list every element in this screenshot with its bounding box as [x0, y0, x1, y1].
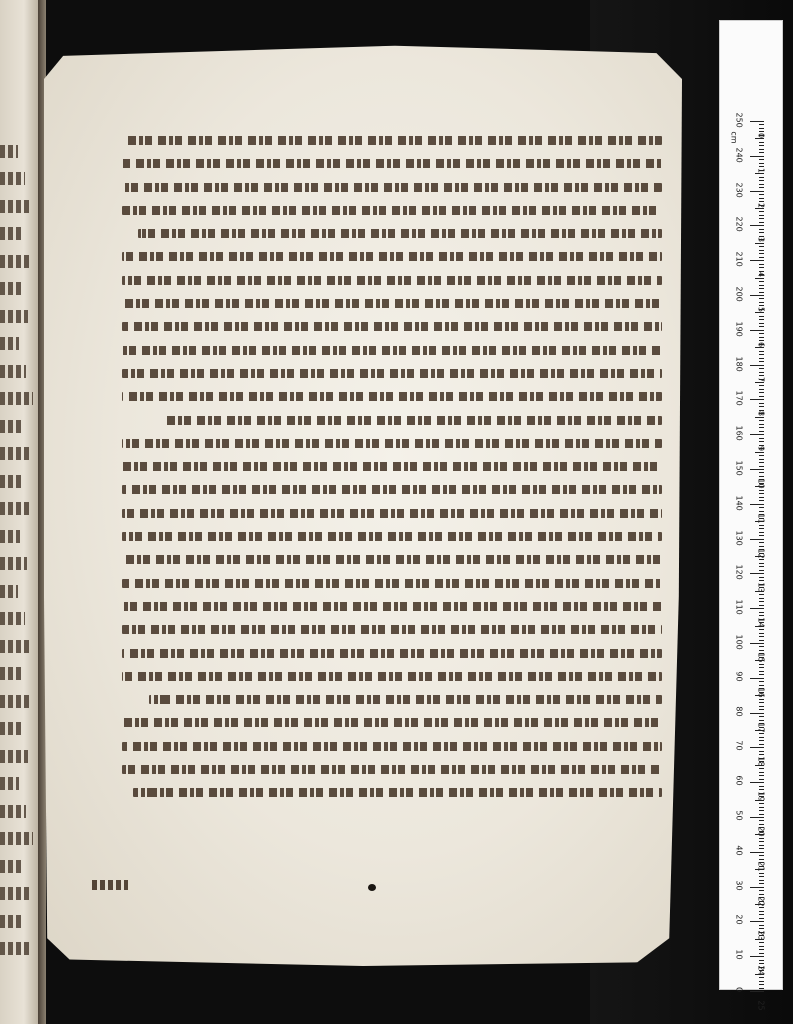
- ruler-tick: [759, 528, 764, 529]
- ink-stroke: [122, 579, 662, 588]
- ruler-tick: [759, 149, 764, 150]
- ruler-tick: [759, 601, 764, 602]
- ruler-tick: [759, 229, 764, 230]
- manuscript-line: [122, 384, 662, 407]
- ruler-mm-label: 40: [734, 845, 744, 856]
- ink-stroke: [122, 252, 662, 261]
- manuscript-line: [122, 291, 662, 314]
- manuscript-line: [122, 454, 662, 477]
- ruler-tick: [759, 960, 764, 961]
- prev-page-line: [0, 172, 25, 185]
- ruler-tick: [759, 333, 764, 334]
- prev-page-line: [0, 722, 21, 735]
- ink-stroke: [122, 718, 662, 727]
- ruler-cm-label: 17: [756, 722, 766, 733]
- ruler-tick: [759, 431, 764, 432]
- ruler-cm-label: 12: [756, 548, 766, 559]
- prev-page-line: [0, 695, 30, 708]
- ink-stroke: [122, 346, 662, 355]
- ruler-tick: [759, 424, 764, 425]
- ruler-tick: [750, 887, 764, 888]
- manuscript-line: [122, 128, 662, 151]
- ruler-mm-label: 180: [734, 356, 744, 372]
- ruler-mm-label: 100: [734, 634, 744, 650]
- ruler-tick: [759, 159, 764, 160]
- ink-stroke: [122, 649, 662, 658]
- ruler-tick: [750, 956, 764, 957]
- previous-page-edge: [0, 0, 42, 1024]
- ruler-mm-label: 20: [734, 914, 744, 925]
- prev-page-line: [0, 502, 29, 515]
- ruler-tick: [759, 218, 764, 219]
- manuscript-line: [122, 780, 662, 803]
- ruler-cm-label: 21: [756, 861, 766, 872]
- ruler-tick: [759, 914, 764, 915]
- ruler-tick: [750, 991, 764, 992]
- ink-stroke: [122, 462, 662, 471]
- manuscript-line: [122, 571, 662, 594]
- ruler-tick: [759, 744, 764, 745]
- ruler-tick: [750, 225, 764, 226]
- ruler-mm-label: 160: [734, 425, 744, 441]
- ruler-tick: [759, 152, 764, 153]
- ruler-mm-label: 90: [734, 671, 744, 682]
- ruler-tick: [759, 636, 764, 637]
- ruler-tick: [759, 779, 764, 780]
- ruler-tick: [759, 911, 764, 912]
- ruler-mm-label: 170: [734, 390, 744, 407]
- ink-stroke: [122, 765, 662, 774]
- ruler-mm-label: 70: [734, 740, 744, 751]
- ruler-tick: [759, 646, 764, 647]
- ruler-tick: [759, 880, 764, 881]
- hebrew-text-block: [122, 128, 662, 808]
- ruler-tick: [759, 883, 764, 884]
- ruler-tick: [759, 500, 764, 501]
- ruler-cm-label: 22: [756, 896, 766, 907]
- ruler-tick: [759, 326, 764, 327]
- ruler-tick: [750, 921, 764, 922]
- ruler-tick: [759, 981, 764, 982]
- prev-page-line: [0, 805, 26, 818]
- ruler-tick: [759, 740, 764, 741]
- ruler-cm-unit: cm: [729, 131, 739, 144]
- ruler-tick: [759, 361, 764, 362]
- ruler-mm-label: 190: [734, 321, 744, 337]
- ruler-tick: [750, 817, 764, 818]
- ruler-tick: [759, 253, 764, 254]
- ruler-tick: [750, 295, 764, 296]
- prev-page-line: [0, 447, 31, 460]
- ruler-tick: [759, 984, 764, 985]
- ruler-tick: [759, 807, 764, 808]
- ruler-tick: [750, 713, 764, 714]
- prev-page-line: [0, 145, 18, 158]
- ruler-tick: [759, 845, 764, 846]
- ruler-tick: [759, 368, 764, 369]
- ruler-tick: [759, 145, 764, 146]
- ruler-tick: [759, 389, 764, 390]
- ruler-cm-label: 9: [756, 446, 766, 452]
- ruler-tick: [759, 681, 764, 682]
- ruler-tick: [750, 121, 764, 122]
- ruler-tick: [759, 674, 764, 675]
- ink-stroke: [122, 742, 662, 751]
- manuscript-line: [122, 734, 662, 757]
- ruler-tick: [759, 403, 764, 404]
- ruler-tick: [750, 330, 764, 331]
- ruler-mm-label: 240: [734, 147, 744, 163]
- ruler-tick: [759, 319, 764, 320]
- prev-page-line: [0, 310, 28, 323]
- ruler-cm-label: 3: [756, 237, 766, 243]
- manuscript-line: [122, 408, 662, 431]
- ruler-tick: [759, 472, 764, 473]
- ink-stroke: [122, 532, 662, 541]
- ruler-tick: [759, 184, 764, 185]
- ruler-tick: [759, 810, 764, 811]
- ink-stroke: [122, 276, 662, 285]
- manuscript-line: [122, 431, 662, 454]
- ink-stroke: [165, 416, 662, 425]
- manuscript-line: [122, 268, 662, 291]
- ruler-mm-label: 140: [734, 495, 744, 511]
- manuscript-line: [122, 314, 662, 337]
- prev-page-line: [0, 942, 29, 955]
- prev-page-line: [0, 612, 25, 625]
- ruler-tick: [759, 180, 764, 181]
- ruler-mm-label: 230: [734, 182, 744, 198]
- ruler-tick: [759, 667, 764, 668]
- ruler-tick: [759, 598, 764, 599]
- ruler-tick: [759, 497, 764, 498]
- manuscript-line: [122, 687, 662, 710]
- ink-stroke: [122, 322, 662, 331]
- manuscript-line: [122, 361, 662, 384]
- prev-page-line: [0, 915, 22, 928]
- prev-page-line: [0, 557, 27, 570]
- ink-stroke: [122, 136, 662, 145]
- manuscript-line: [122, 338, 662, 361]
- ruler-mm-label: 130: [734, 530, 744, 546]
- manuscript-line: [122, 221, 662, 244]
- ink-stroke: [122, 299, 662, 308]
- ruler-mm-label: 10: [734, 949, 744, 960]
- ruler-tick: [759, 772, 764, 773]
- ruler-tick: [759, 187, 764, 188]
- previous-page-text-lines: [0, 130, 36, 980]
- ink-stroke: [122, 485, 662, 494]
- ruler-cm-label: 0: [756, 132, 766, 139]
- ruler-tick: [759, 841, 764, 842]
- prev-page-line: [0, 255, 30, 268]
- ink-stroke: [122, 625, 662, 634]
- ruler-tick: [759, 466, 764, 467]
- catchword: [92, 880, 128, 890]
- ruler-tick: [759, 438, 764, 439]
- ruler-tick: [759, 264, 764, 265]
- ruler-tick: [759, 633, 764, 634]
- prev-page-line: [0, 777, 19, 790]
- prev-page-line: [0, 667, 23, 680]
- ruler-mm-label: 200: [734, 286, 744, 302]
- ink-stroke: [122, 555, 662, 564]
- ruler-tick: [759, 459, 764, 460]
- parchment-hole: [368, 884, 376, 891]
- ruler-tick: [759, 577, 764, 578]
- ruler-tick: [759, 988, 764, 989]
- ruler-cm-label: 14: [756, 617, 766, 628]
- prev-page-line: [0, 227, 23, 240]
- prev-page-line: [0, 475, 22, 488]
- manuscript-line: [122, 244, 662, 267]
- ruler-mm-label: 210: [734, 251, 744, 267]
- prev-page-line: [0, 200, 32, 213]
- ruler-tick: [759, 194, 764, 195]
- ruler-tick: [759, 605, 764, 606]
- ink-stroke: [122, 206, 662, 215]
- ink-stroke: [138, 229, 662, 238]
- prev-page-line: [0, 420, 24, 433]
- ruler-tick: [759, 542, 764, 543]
- ruler-tick: [750, 608, 764, 609]
- ruler-tick: [759, 737, 764, 738]
- manuscript-line: [122, 664, 662, 687]
- ruler-tick: [759, 222, 764, 223]
- ruler-tick: [759, 563, 764, 564]
- ruler-tick: [759, 925, 764, 926]
- ink-stroke: [122, 369, 662, 378]
- ruler-tick: [759, 786, 764, 787]
- prev-page-line: [0, 392, 33, 405]
- ruler-tick: [759, 257, 764, 258]
- manuscript-line: [122, 151, 662, 174]
- ruler-cm-label: 5: [756, 306, 766, 313]
- ink-stroke: [133, 788, 662, 797]
- manuscript-line: [122, 710, 662, 733]
- prev-page-line: [0, 887, 31, 900]
- manuscript-line: [122, 524, 662, 547]
- ruler-tick: [759, 918, 764, 919]
- ruler-tick: [759, 949, 764, 950]
- ruler-mm-label: 250: [734, 112, 744, 128]
- ruler-mm-label: 80: [734, 706, 744, 717]
- ruler-cm-label: 2: [756, 202, 766, 208]
- ruler-tick: [750, 573, 764, 574]
- manuscript-line: [122, 501, 662, 524]
- ruler-tick: [759, 358, 764, 359]
- ruler-tick: [759, 716, 764, 717]
- ruler-tick: [759, 215, 764, 216]
- ruler-cm-label: 24: [756, 965, 766, 976]
- ruler-tick: [750, 156, 764, 157]
- ruler-tick: [759, 250, 764, 251]
- ink-stroke: [122, 439, 662, 448]
- ruler-tick: [759, 751, 764, 752]
- ruler-mm-label: 120: [734, 564, 744, 581]
- ruler-tick: [759, 640, 764, 641]
- ruler-tick: [759, 855, 764, 856]
- prev-page-line: [0, 640, 32, 653]
- ruler-tick: [759, 292, 764, 293]
- ruler-mm-label: 30: [734, 880, 744, 891]
- ruler-tick: [759, 820, 764, 821]
- ruler-tick: [750, 643, 764, 644]
- ruler-cm-label: 20: [756, 826, 766, 837]
- ruler-tick: [759, 709, 764, 710]
- ruler-tick: [750, 434, 764, 435]
- ruler-tick: [759, 298, 764, 299]
- prev-page-line: [0, 282, 21, 295]
- ink-stroke: [122, 159, 662, 168]
- ruler-tick: [750, 365, 764, 366]
- ruler-cm-label: 7: [756, 376, 766, 382]
- ruler-tick: [750, 678, 764, 679]
- ruler-tick: [759, 702, 764, 703]
- ruler-cm-label: 13: [756, 582, 766, 593]
- manuscript-line: [122, 757, 662, 780]
- ink-stroke: [122, 509, 662, 518]
- ruler-cm-label: 16: [756, 687, 766, 698]
- ruler-tick: [759, 507, 764, 508]
- ruler-tick: [759, 775, 764, 776]
- ruler-mm-label: 0: [734, 986, 744, 993]
- ruler-tick: [759, 814, 764, 815]
- ruler-mm-label: 50: [734, 810, 744, 821]
- ruler-cm-label: 25: [756, 1000, 766, 1011]
- prev-page-line: [0, 750, 28, 763]
- ruler-tick: [759, 566, 764, 567]
- prev-page-line: [0, 832, 33, 845]
- ruler-tick: [759, 396, 764, 397]
- ruler-tick: [750, 782, 764, 783]
- ink-stroke: [149, 695, 662, 704]
- ink-stroke: [122, 392, 662, 401]
- ruler-tick: [750, 504, 764, 505]
- manuscript-line: [122, 175, 662, 198]
- ruler-tick: [759, 288, 764, 289]
- ruler-tick: [750, 852, 764, 853]
- ruler-tick: [759, 532, 764, 533]
- ruler-tick: [759, 671, 764, 672]
- ruler-tick: [759, 876, 764, 877]
- ruler-cm-label: 1: [756, 167, 766, 173]
- ruler-tick: [759, 124, 764, 125]
- ruler-tick: [750, 747, 764, 748]
- ruler-tick: [759, 427, 764, 428]
- ruler-tick: [759, 953, 764, 954]
- ruler-tick: [759, 848, 764, 849]
- ruler-tick: [759, 890, 764, 891]
- ruler-tick: [759, 323, 764, 324]
- ruler-mm-label: 150: [734, 460, 744, 476]
- ruler-tick: [759, 706, 764, 707]
- prev-page-line: [0, 337, 19, 350]
- ink-stroke: [122, 672, 662, 681]
- ruler-tick: [759, 493, 764, 494]
- ruler-tick: [750, 399, 764, 400]
- ruler-tick: [750, 469, 764, 470]
- ruler-tick: [750, 191, 764, 192]
- ruler-tick: [759, 354, 764, 355]
- ruler-cm-label: 6: [756, 341, 766, 347]
- ruler-mm-label: 220: [734, 216, 744, 233]
- manuscript-line: [122, 617, 662, 640]
- ruler-cm-label: 18: [756, 756, 766, 767]
- ruler-mm-label: 110: [734, 599, 744, 615]
- measurement-ruler: [719, 20, 783, 1011]
- ruler-cm-label: 10: [756, 478, 766, 489]
- ruler-cm-label: 8: [756, 411, 766, 417]
- ruler-tick: [750, 260, 764, 261]
- ruler-tick: [759, 570, 764, 571]
- ruler-mm-label: 60: [734, 775, 744, 786]
- prev-page-line: [0, 585, 18, 598]
- ruler-cm-label: 11: [756, 513, 766, 524]
- manuscript-line: [122, 641, 662, 664]
- prev-page-line: [0, 530, 20, 543]
- ruler-tick: [759, 392, 764, 393]
- ruler-tick: [759, 462, 764, 463]
- ruler-tick: [759, 946, 764, 947]
- prev-page-line: [0, 365, 26, 378]
- prev-page-line: [0, 860, 24, 873]
- manuscript-line: [122, 594, 662, 617]
- ruler-tick: [759, 535, 764, 536]
- ruler-tick: [750, 539, 764, 540]
- ruler-cm-label: 19: [756, 791, 766, 802]
- manuscript-line: [122, 198, 662, 221]
- manuscript-line: [122, 547, 662, 570]
- ink-stroke: [122, 183, 662, 192]
- ruler-cm-label: 23: [756, 930, 766, 941]
- ruler-cm-label: 4: [756, 272, 766, 278]
- ruler-cm-label: 15: [756, 652, 766, 663]
- manuscript-line: [122, 477, 662, 500]
- ruler-tick: [759, 612, 764, 613]
- ruler-tick: [759, 285, 764, 286]
- ink-stroke: [122, 602, 662, 611]
